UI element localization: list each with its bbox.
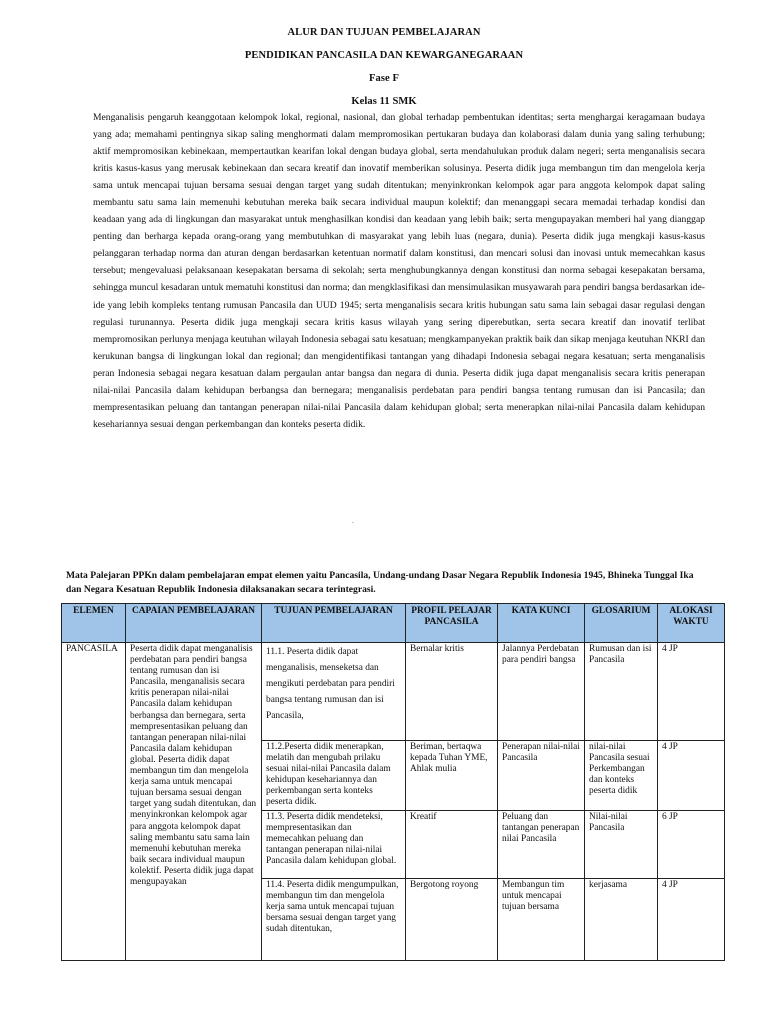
document-subject: PENDIDIKAN PANCASILA DAN KEWARGANEGARAAN <box>244 50 524 61</box>
table-row <box>62 643 725 741</box>
alokasi-cell: 6 JP <box>658 811 725 879</box>
header-alokasi: ALOKASI WAKTU <box>658 604 725 643</box>
capaian-cell: Peserta didik dapat menganalisis perdebatan para pendiri bangsa tentang rumusan dan isi Pancasila, menganalisis secara kritis penerapan nilai-nilai Pancasila dalam kehidupan berbangsa dan bernegara, serta mempresentasikan peluang dan tantangan penerapan nilai-nilai Pancasila dalam kehidupan global. Peserta didik dapat membangun tim dan mengelola kerja sama untuk mencapai tujuan bersama sesuai dengan target yang sudah ditentukan, dan menyinkronkan kelompok agar para anggota kelompok dapat saling membantu satu sama lain memenuhi kebutuhan mereka baik secara individual maupun kolektif. Peserta didik juga dapat mengupayakan <box>126 643 262 961</box>
profil-cell: Bernalar kritis <box>406 643 498 741</box>
tujuan-cell: 11.1. Peserta didik dapat menganalisis, menseketsa dan mengikuti perdebatan para pendiri bangsa tentang rumusan dan isi Pancasila, <box>262 643 406 741</box>
table-header-row <box>62 604 725 643</box>
profil-cell: Kreatif <box>406 811 498 879</box>
table-intro: Mata Palejaran PPKn dalam pembelajaran empat elemen yaitu Pancasila, Undang-undang Dasar Negara Republik Indonesia 1945, Bhineka Tunggal Ika dan Negara Kesatuan Republik Indonesia dilaksanakan secara terintegrasi. <box>66 570 694 595</box>
document-title: ALUR DAN TUJUAN PEMBELAJARAN <box>287 27 481 38</box>
header-profil: PROFIL PELAJAR PANCASILA <box>406 604 498 643</box>
kata-kunci-cell: Membangun tim untuk mencapai tujuan bersama <box>498 879 585 961</box>
alokasi-cell: 4 JP <box>658 643 725 741</box>
elemen-cell: PANCASILA <box>62 643 126 961</box>
glosarium-cell: kerjasama <box>585 879 658 961</box>
profil-cell: Bergotong royong <box>406 879 498 961</box>
header-capaian: CAPAIAN PEMBELAJARAN <box>126 604 262 643</box>
glosarium-cell: nilai-nilai Pancasila sesuai Perkembangan dan konteks peserta didik <box>585 741 658 811</box>
glosarium-cell: Nilai-nilai Pancasila <box>585 811 658 879</box>
header-glosarium: GLOSARIUM <box>585 604 658 643</box>
tujuan-cell: 11.4. Peserta didik mengumpulkan, membangun tim dan mengelola kerja sama untuk mencapai tujuan bersama sesuai dengan target yang sudah ditentukan, <box>262 879 406 961</box>
glosarium-cell: Rumusan dan isi Pancasila <box>585 643 658 741</box>
kata-kunci-cell: Penerapan nilai-nilai Pancasila <box>498 741 585 811</box>
header-kata-kunci: KATA KUNCI <box>498 604 585 643</box>
document-phase: Fase F <box>368 73 400 84</box>
tujuan-cell: 11.3. Peserta didik mendeteksi, mempresentasikan dan memecahkan peluang dan tantangan penerapan nilai-nilai Pancasila dalam kehidupan global. <box>262 811 406 879</box>
document-grade: Kelas 11 SMK <box>351 96 417 107</box>
kata-kunci-cell: Jalannya Perdebatan para pendiri bangsa <box>498 643 585 741</box>
learning-flow-table <box>61 603 725 961</box>
tujuan-cell: 11.2.Peserta didik menerapkan, melatih dan mengubah prilaku sesuai nilai-nilai Pancasila dalam kehidupan kesehariannya dan perkembangan serta konteks peserta didik. <box>262 741 406 811</box>
profil-cell: Beriman, bertaqwa kepada Tuhan YME, Ahlak mulia <box>406 741 498 811</box>
stray-mark: . <box>352 516 354 525</box>
learning-outcome-paragraph: Menganalisis pengaruh keanggotaan kelompok lokal, regional, nasional, dan global terhadap pembentukan identitas; serta menghargai keragamaan budaya yang ada; memahami pentingnya sikap saling menghormati dalam mempromosikan pertukaran budaya dan kolaborasi dalam dunia yang saling terhubung; aktif mempromosikan kebinekaan, mempertautkan kearifan lokal dengan budaya global, serta mendahulukan produk dalam negeri; serta menganalisis secara kritis kasus-kasus yang merusak kebinekaan dan secara kreatif dan inovatif memberikan solusinya. Peserta didik juga membangun tim dan mengelola kerja sama untuk mencapai tujuan bersama sesuai dengan target yang sudah ditentukan; menyinkronkan kelompok agar para anggota kelompok dapat saling membantu satu sama lain memenuhi kebutuhan mereka baik secara individual maupun kolektif; dan menanggapi secara memadai terhadap kondisi dan keadaan yang ada di lingkungan dan masyarakat untuk menghasilkan kondisi dan keadaan yang lebih baik; serta mengupayakan memberi hal yang dianggap penting dan berharga kepada orang-orang yang membutuhkan di masyarakat yang lebih luas (negara, dunia). Peserta didik juga mengkaji kasus-kasus pelanggaran terhadap norma dan aturan dengan berdasarkan ketentuan normatif dalam konstitusi, dan mencari solusi dan inovasi untuk memecahkan kasus tersebut; mengevaluasi pelaksanaan kesepakatan bersama di sekolah; serta menghubungkannya dengan konstitusi dan norma sebagai kesepakatan bersama, sehingga muncul kesadaran untuk mematuhi konstitusi dan norma; dan mengklasifikasi dan mensimulasikan musyawarah para pendiri bangsa berdasarkan ide-ide yang lebih kompleks tentang rumusan Pancasila dan UUD 1945; serta menganalisis secara kritis hubungan satu sama lain sebagai dasar regulasi dengan regulasi turunannya. Peserta didik juga mengkaji secara kritis kasus wilayah yang sering diperebutkan, serta secara kreatif dan inovatif terlibat mempromosikan perlunya menjaga keutuhan wilayah Indonesia sebagai satu kesatuan; mengkampanyekan praktik baik dan sikap menjaga keutuhan NKRI dan kerukunan bangsa di lingkungan lokal dan regional; dan mengidentifikasi tantangan yang dihadapi Indonesia sebagai negara kesatuan; serta menganalisis peran Indonesia sebagai negara kesatuan dalam pergaulan antar bangsa dan negara di dunia. Peserta didik juga dapat menganalisis secara kritis penerapan nilai-nilai Pancasila dalam kehidupan berbangsa dan bernegara; menganalisis perdebatan para pendiri bangsa tentang rumusan dan isi Pancasila; dan mempresentasikan peluang dan tantangan penerapan nilai-nilai Pancasila dalam kehidupan global; serta menerapkan nilai-nilai Pancasila dalam kehidupan kesehariannya sesuai dengan perkembangan dan konteks peserta didik. <box>93 112 705 430</box>
kata-kunci-cell: Peluang dan tantangan penerapan nilai Pancasila <box>498 811 585 879</box>
alokasi-cell: 4 JP <box>658 879 725 961</box>
header-elemen: ELEMEN <box>62 604 126 643</box>
header-tujuan: TUJUAN PEMBELAJARAN <box>262 604 406 643</box>
alokasi-cell: 4 JP <box>658 741 725 811</box>
